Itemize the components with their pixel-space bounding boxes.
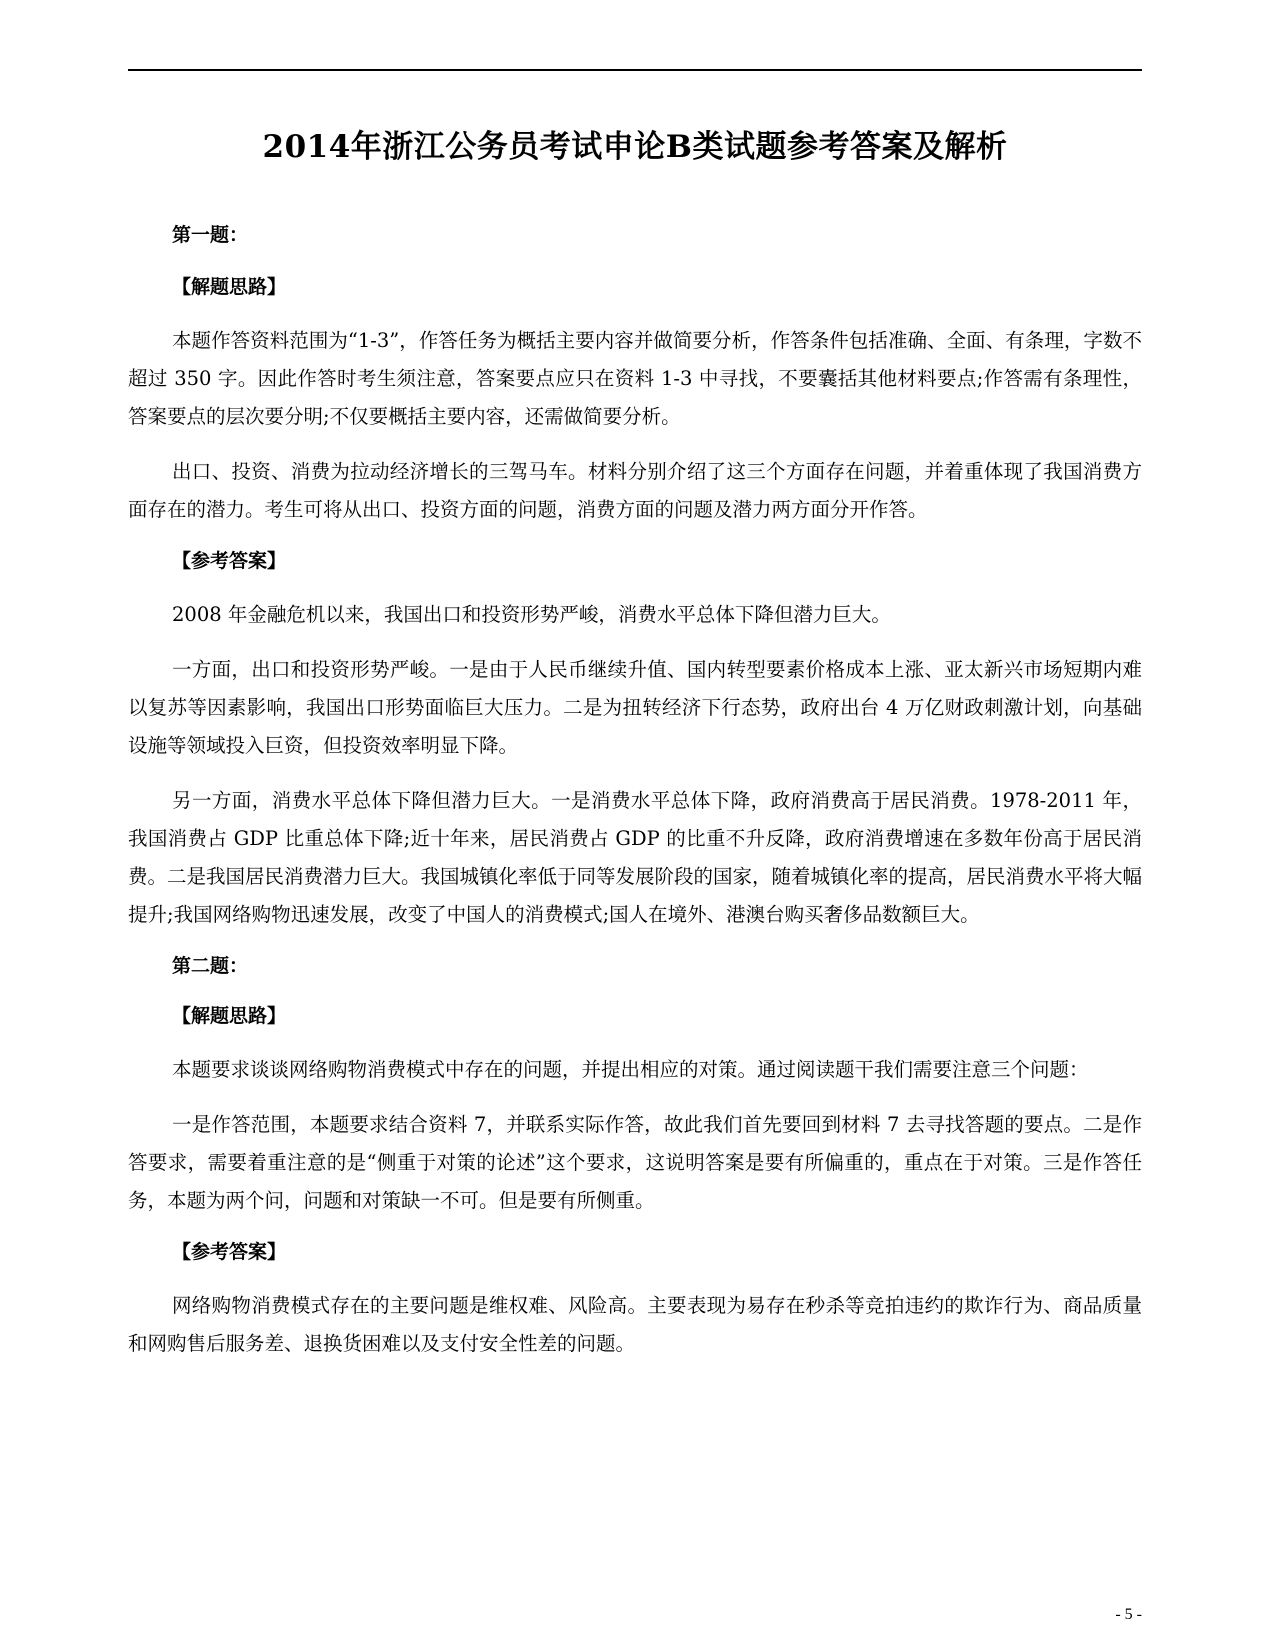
thinking-heading: 【解题思路】 [172, 1005, 287, 1027]
document-title: 2014年浙江公务员考试申论B类试题参考答案及解析 [262, 128, 1008, 165]
paragraph: 一方面，出口和投资形势严峻。一是由于人民币继续升值、国内转型要素价格成本上涨、亚太新兴市场短期内难以复苏等因素影响，我国出口形势面临巨大压力。二是为扭转经济下行态势，政府出台 4 万亿财政刺激计划，向基础设施等领域投入巨资，但投资效率明显下降。 [128, 658, 1142, 757]
page-number: - 5 - [1115, 1606, 1142, 1623]
paragraph: 网络购物消费模式存在的主要问题是维权难、风险高。主要表现为易存在秒杀等竞拍违约的欺诈行为、商品质量和网购售后服务差、退换货困难以及支付安全性差的问题。 [128, 1294, 1142, 1355]
paragraph: 本题要求谈谈网络购物消费模式中存在的问题，并提出相应的对策。通过阅读题干我们需要注意三个问题： [172, 1058, 1089, 1081]
paragraph: 另一方面，消费水平总体下降但潜力巨大。一是消费水平总体下降，政府消费高于居民消费。1978-2011 年，我国消费占 GDP 比重总体下降;近十年来，居民消费占 GDP 的比重不升反降，政府消费增速在多数年份高于居民消费。二是我国居民消费潜力巨大。我国城镇化率低于同等发展阶段的国家，随着城镇化率的提高，居民消费水平将大幅提升;我国网络购物迅速发展，改变了中国人的消费模式;国人在境外、港澳台购买奢侈品数额巨大。 [128, 789, 1143, 926]
thinking-heading: 【解题思路】 [172, 276, 287, 298]
paragraph: 出口、投资、消费为拉动经济增长的三驾马车。材料分别介绍了这三个方面存在问题，并着重体现了我国消费方面存在的潜力。考生可将从出口、投资方面的问题，消费方面的问题及潜力两方面分开作答。 [128, 460, 1142, 521]
section-heading: 第一题： [172, 224, 249, 246]
section-heading: 第二题： [172, 955, 249, 977]
paragraph: 一是作答范围，本题要求结合资料 7，并联系实际作答，故此我们首先要回到材料 7 去寻找答题的要点。二是作答要求，需要着重注意的是“侧重于对策的论述”这个要求，这说明答案是要有所偏重的，重点在于对策。三是作答任务，本题为两个问，问题和对策缺一不可。但是要有所侧重。 [128, 1113, 1142, 1212]
document-body [128, 220, 1142, 1380]
paragraph: 本题作答资料范围为“1-3”，作答任务为概括主要内容并做简要分析，作答条件包括准确、全面、有条理，字数不超过 350 字。因此作答时考生须注意，答案要点应只在资料 1-3 中寻找，不要囊括其他材料要点;作答需有条理性，答案要点的层次要分明;不仅要概括主要内容，还需做简要分析。 [128, 329, 1142, 428]
paragraph: 2008 年金融危机以来，我国出口和投资形势严峻，消费水平总体下降但潜力巨大。 [172, 603, 891, 626]
answer-heading: 【参考答案】 [172, 1241, 287, 1263]
header-rule [128, 69, 1142, 71]
answer-heading: 【参考答案】 [172, 550, 287, 572]
